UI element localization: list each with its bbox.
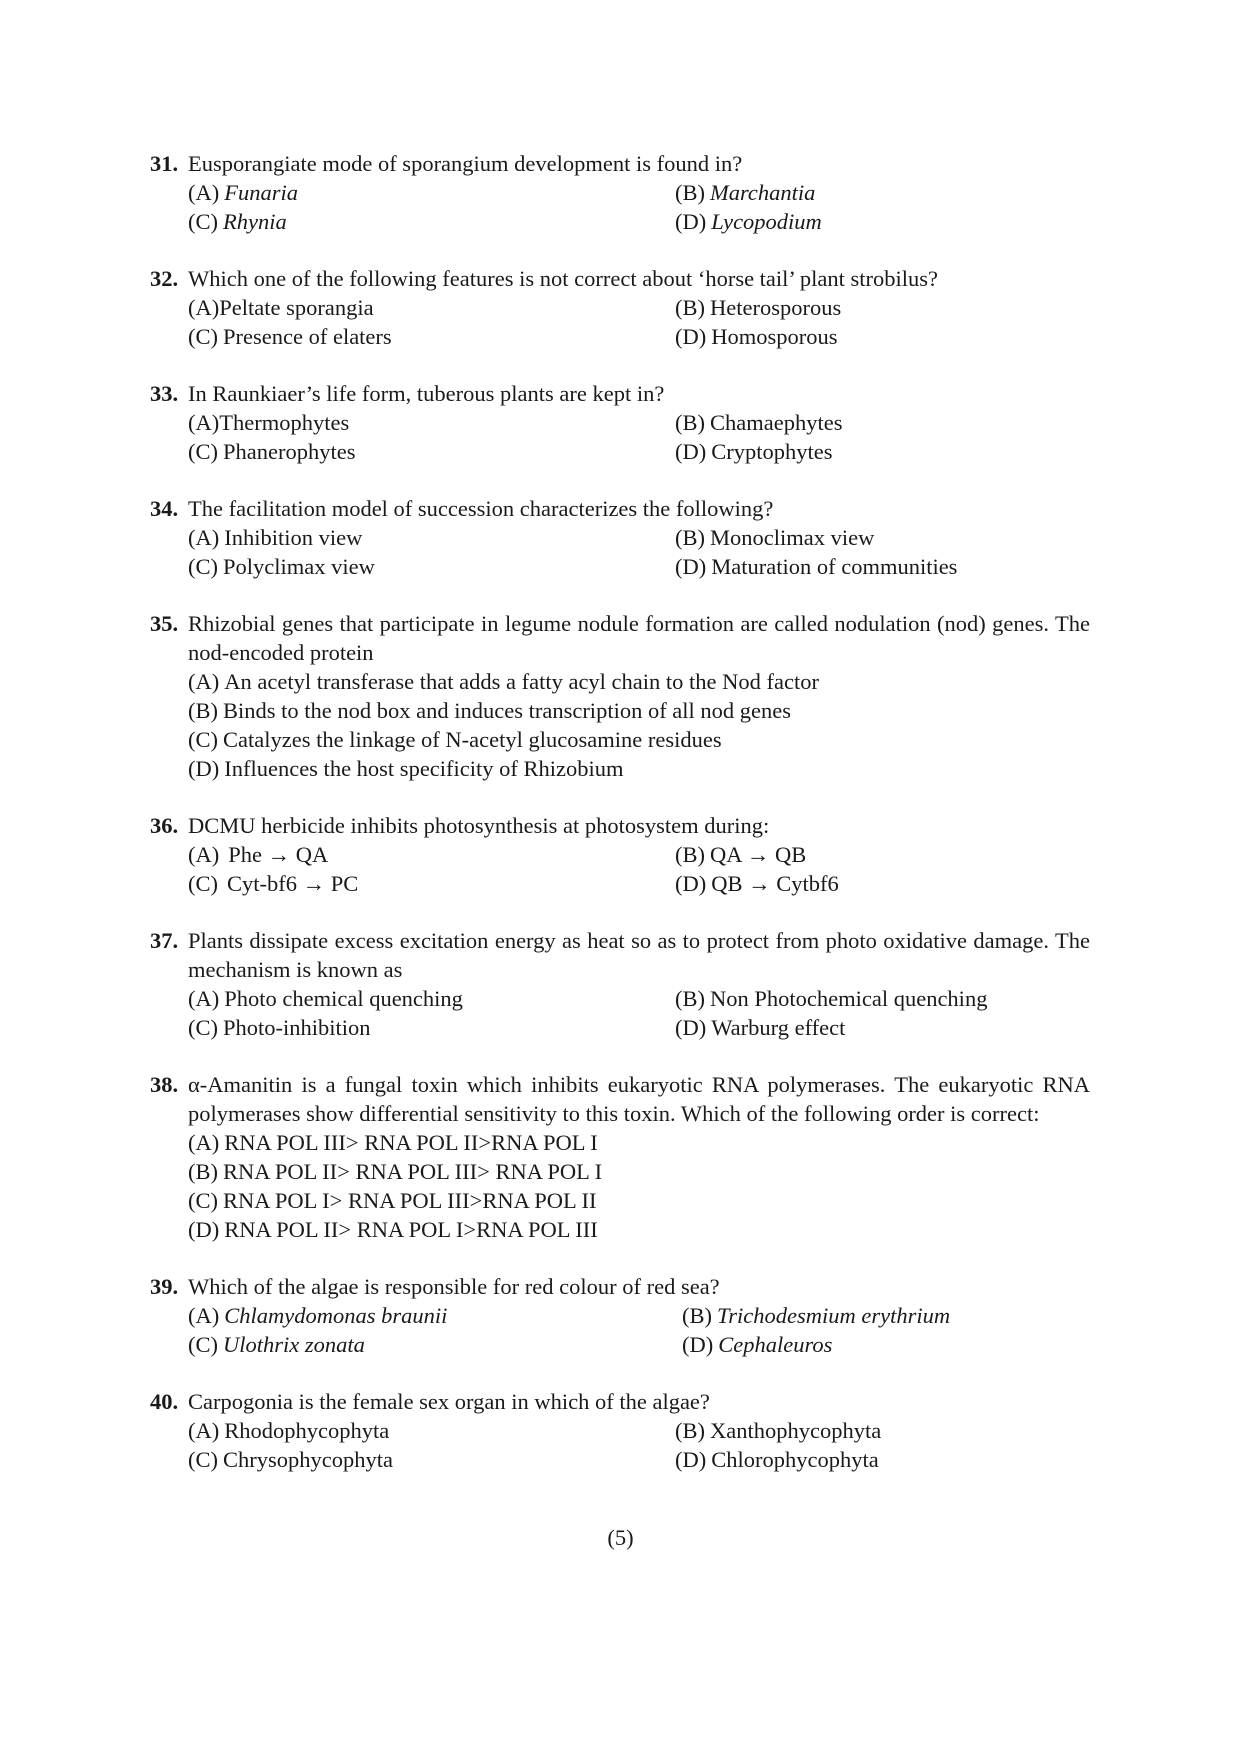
option-b: (B) Marchantia bbox=[675, 180, 816, 205]
option-c: (C) Photo-inhibition bbox=[188, 1015, 371, 1040]
option-d: (D) Cephaleuros bbox=[682, 1332, 833, 1357]
option-b: (B) Non Photochemical quenching bbox=[675, 986, 988, 1011]
option-a: (A) Funaria bbox=[188, 180, 298, 205]
options bbox=[188, 523, 1090, 581]
question-text: Eusporangiate mode of sporangium development is found in? bbox=[188, 151, 743, 176]
option-b: (B) Trichodesmium erythrium bbox=[682, 1303, 951, 1328]
question-number: 38. bbox=[150, 1072, 179, 1097]
option-a: (A) Inhibition view bbox=[188, 525, 363, 550]
options bbox=[188, 293, 1090, 351]
options bbox=[188, 840, 1090, 898]
option-a: (A)Peltate sporangia bbox=[188, 295, 374, 320]
option-b: (B) Xanthophycophyta bbox=[675, 1418, 882, 1443]
options bbox=[188, 178, 1090, 236]
question-38 bbox=[150, 1070, 1090, 1244]
option-c: (C) Rhynia bbox=[188, 209, 287, 234]
option-a: (A) Chlamydomonas braunii bbox=[188, 1303, 448, 1328]
question-32 bbox=[150, 264, 1090, 351]
option-a: (A) An acetyl transferase that adds a fatty acyl chain to the Nod factor bbox=[188, 669, 819, 694]
option-c: (C) Presence of elaters bbox=[188, 324, 392, 349]
option-d: (D) Homosporous bbox=[675, 324, 838, 349]
option-d: (D) Lycopodium bbox=[675, 209, 822, 234]
option-a: (A) Rhodophycophyta bbox=[188, 1418, 390, 1443]
question-text: α-Amanitin is a fungal toxin which inhibits eukaryotic RNA polymerases. The eukaryotic RNA polymerases show differential sensitivity to this toxin. Which of the following order is correct: bbox=[188, 1072, 1090, 1126]
question-number: 32. bbox=[150, 266, 179, 291]
question-number: 31. bbox=[150, 151, 179, 176]
option-b: (B) Heterosporous bbox=[675, 295, 842, 320]
options bbox=[188, 1416, 1090, 1474]
option-c: (C) Catalyzes the linkage of N-acetyl glucosamine residues bbox=[188, 727, 722, 752]
question-number: 34. bbox=[150, 496, 179, 521]
option-d: (D) RNA POL II> RNA POL I>RNA POL III bbox=[188, 1217, 598, 1242]
page-number: (5) bbox=[607, 1525, 634, 1550]
options bbox=[188, 1301, 1090, 1359]
option-c: (C) Cyt-bf6 → PC bbox=[188, 871, 359, 896]
question-35 bbox=[150, 609, 1090, 783]
option-b: (B) Binds to the nod box and induces transcription of all nod genes bbox=[188, 698, 792, 723]
option-c: (C) RNA POL I> RNA POL III>RNA POL II bbox=[188, 1188, 597, 1213]
question-40 bbox=[150, 1387, 1090, 1474]
question-31 bbox=[150, 149, 1090, 236]
question-text: Carpogonia is the female sex organ in which of the algae? bbox=[188, 1389, 710, 1414]
option-a: (A)Thermophytes bbox=[188, 410, 350, 435]
option-c: (C) Phanerophytes bbox=[188, 439, 356, 464]
options bbox=[188, 667, 1090, 783]
question-text: Plants dissipate excess excitation energy as heat so as to protect from photo oxidative damage. The mechanism is known as bbox=[188, 928, 1090, 982]
question-37 bbox=[150, 926, 1090, 1042]
option-d: (D) Influences the host specificity of Rhizobium bbox=[188, 756, 624, 781]
question-text: Rhizobial genes that participate in legume nodule formation are called nodulation (nod) genes. The nod-encoded protein bbox=[188, 611, 1090, 665]
option-d: (D) Warburg effect bbox=[675, 1015, 846, 1040]
options bbox=[188, 1128, 1090, 1244]
question-number: 40. bbox=[150, 1389, 179, 1414]
option-d: (D) Chlorophycophyta bbox=[675, 1447, 879, 1472]
options bbox=[188, 984, 1090, 1042]
question-text: In Raunkiaer’s life form, tuberous plants are kept in? bbox=[188, 381, 665, 406]
question-text: The facilitation model of succession characterizes the following? bbox=[188, 496, 774, 521]
option-a: (A) RNA POL III> RNA POL II>RNA POL I bbox=[188, 1130, 598, 1155]
option-a: (A) Photo chemical quenching bbox=[188, 986, 463, 1011]
option-b: (B) Monoclimax view bbox=[675, 525, 875, 550]
question-text: Which of the algae is responsible for red colour of red sea? bbox=[188, 1274, 720, 1299]
option-c: (C) Polyclimax view bbox=[188, 554, 375, 579]
question-number: 39. bbox=[150, 1274, 179, 1299]
question-number: 37. bbox=[150, 928, 179, 953]
question-number: 33. bbox=[150, 381, 179, 406]
option-d: (D) Maturation of communities bbox=[675, 554, 958, 579]
question-text: DCMU herbicide inhibits photosynthesis at photosystem during: bbox=[188, 813, 770, 838]
option-c: (C) Chrysophycophyta bbox=[188, 1447, 393, 1472]
option-a: (A) Phe → QA bbox=[188, 842, 329, 867]
option-d: (D) Cryptophytes bbox=[675, 439, 833, 464]
question-page bbox=[150, 149, 1090, 1502]
question-number: 36. bbox=[150, 813, 179, 838]
option-b: (B) Chamaephytes bbox=[675, 410, 843, 435]
question-36 bbox=[150, 811, 1090, 898]
question-33 bbox=[150, 379, 1090, 466]
option-b: (B) QA → QB bbox=[675, 842, 807, 867]
options bbox=[188, 408, 1090, 466]
question-39 bbox=[150, 1272, 1090, 1359]
option-d: (D) QB → Cytbf6 bbox=[675, 871, 839, 896]
option-c: (C) Ulothrix zonata bbox=[188, 1332, 365, 1357]
question-34 bbox=[150, 494, 1090, 581]
option-b: (B) RNA POL II> RNA POL III> RNA POL I bbox=[188, 1159, 603, 1184]
question-text: Which one of the following features is not correct about ‘horse tail’ plant strobilus? bbox=[188, 266, 938, 291]
question-number: 35. bbox=[150, 611, 179, 636]
